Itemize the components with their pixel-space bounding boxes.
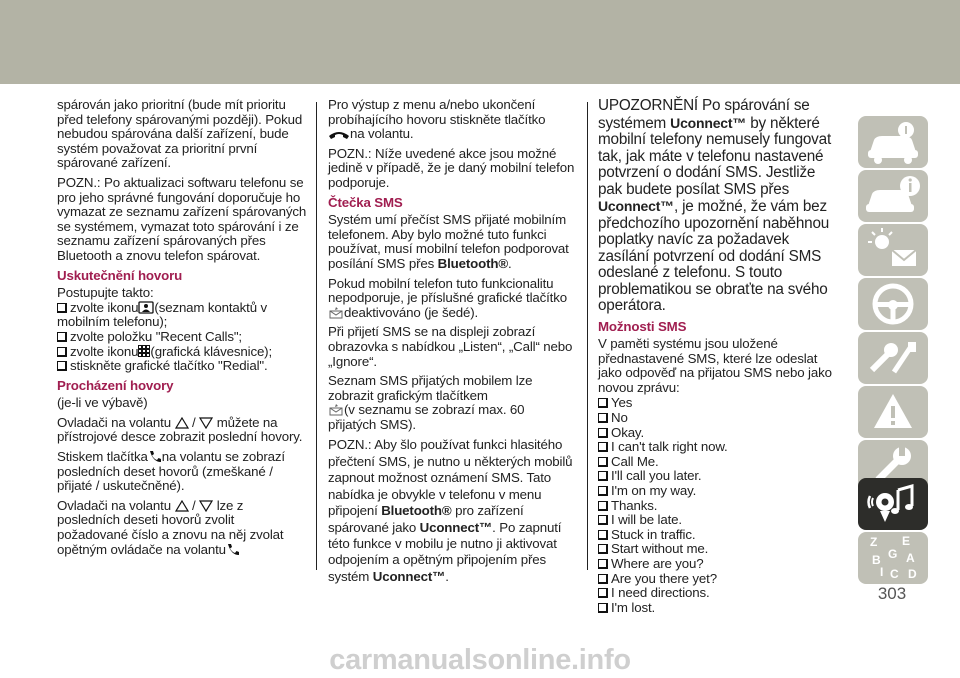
side-tab-emergency[interactable] (858, 386, 928, 438)
tools-icon (858, 332, 928, 384)
car-info-icon (858, 170, 928, 222)
bullet-icon (598, 574, 608, 584)
paragraph: Seznam SMS přijatých mobilem lze zobrazit grafickým tlačítkem (v seznamu se zobrazí max. 60 přijatých SMS). (328, 373, 533, 432)
side-tab-info[interactable] (858, 170, 928, 222)
sms-options-list (598, 396, 838, 615)
emergency-icon (858, 386, 928, 438)
section-heading: Procházení hovory (57, 377, 174, 393)
list-item: Are you there yet? (598, 572, 838, 587)
list-item: I can't talk right now. (598, 440, 838, 455)
bullet-icon (598, 501, 608, 511)
side-tab-safety[interactable] (858, 278, 928, 330)
sms-icon (328, 403, 344, 416)
section-heading: Uskutečnění hovoru (57, 267, 183, 283)
side-tab-start[interactable] (858, 332, 928, 384)
side-tab-multimedia[interactable] (858, 478, 928, 530)
paragraph: Při přijetí SMS se na displeji zobrazí obrazovka s nabídkou „Listen“, „Call“ nebo „Ignore“. (328, 324, 573, 369)
top-banner (0, 0, 960, 84)
list-item: Call Me. (598, 455, 838, 470)
side-tab-warnings[interactable] (858, 224, 928, 276)
paragraph: Ovladači na volantu / můžete na přístrojové desce zobrazit poslední hovory. (57, 414, 303, 445)
bullet-item: stiskněte grafické tlačítko "Redial". (57, 359, 307, 374)
phone-call-icon (148, 450, 162, 463)
bullet-icon (57, 347, 67, 357)
bullet-item: zvolte položku "Recent Calls"; (57, 330, 307, 345)
paragraph: Postupujte takto: zvolte ikonu (seznam kontaktů v mobilním telefonu); zvolte položku "Recent Calls"; zvolte ikonu (grafická klávesnice); stiskněte grafické tlačítko "Redial". (57, 286, 307, 374)
triangle-up-icon (175, 417, 189, 429)
svg-text:B: B (872, 553, 881, 567)
paragraph: Stiskem tlačítka na volantu se zobrazí posledních deset hovorů (zmeškané / přijaté / uskutečněné). (57, 449, 285, 494)
multimedia-icon (858, 478, 928, 530)
list-item: I will be late. (598, 513, 838, 528)
page-number: 303 (877, 584, 907, 603)
contacts-icon (138, 301, 154, 314)
bullet-icon (598, 486, 608, 496)
triangle-up-icon (175, 500, 189, 512)
paragraph: Pro výstup z menu a/nebo ukončení probíhajícího hovoru stiskněte tlačítko na volantu. (328, 97, 546, 142)
bullet-icon (57, 303, 67, 313)
keypad-icon (138, 345, 150, 358)
list-item: Okay. (598, 426, 838, 441)
list-item: Stuck in traffic. (598, 528, 838, 543)
car-icon (858, 116, 928, 168)
column-3 (598, 98, 838, 615)
bullet-icon (598, 515, 608, 525)
list-item: I'll call you later. (598, 469, 838, 484)
paragraph: POZN.: Aby šlo používat funkci hlasitého přečtení SMS, je nutno u některých mobilů zapnout možnost oznámení SMS. Tato nabídka je obvykle v telefonu v menu připojení Bluetooth® pro zařízení spárované jako Uconnect™. Po zapnutí této funkce v mobilu je nutno ji aktivovat odpojením a opětným připojením přes systém Uconnect™. (328, 437, 573, 584)
paragraph: (je-li ve výbavě) (57, 395, 148, 411)
column-divider (316, 102, 317, 570)
bullet-icon (57, 361, 67, 371)
bullet-icon (598, 442, 608, 452)
paragraph: spárován jako prioritní (bude mít prioritu před telefony spárovanými později). Pokud nebudou spárována další zařízení, bude systém považovat za prioritní první spárované zařízení. (57, 97, 303, 171)
column-divider (587, 102, 588, 570)
list-item: Where are you? (598, 557, 838, 572)
bullet-item: zvolte ikonu (grafická klávesnice); (57, 345, 307, 360)
side-tab-car[interactable] (858, 116, 928, 168)
list-item: I'm lost. (598, 601, 838, 616)
column-2 (328, 98, 576, 590)
svg-text:I: I (880, 565, 884, 579)
list-item: I'm on my way. (598, 484, 838, 499)
paragraph: Systém umí přečíst SMS přijaté mobilním telefonem. Aby bylo možné tuto funkci používat, musí mobilní telefon podporovat posílání SMS přes Bluetooth®. (328, 212, 569, 271)
bullet-icon (598, 457, 608, 467)
bullet-icon (598, 603, 608, 613)
bullet-icon (598, 544, 608, 554)
warning-lights-icon (858, 224, 928, 276)
hang-up-icon (328, 130, 350, 140)
paragraph: Pokud mobilní telefon tuto funkcionalitu nepodporuje, je příslušné grafické tlačítkodeaktivováno (je šedé). (328, 275, 567, 320)
list-item: No (598, 411, 838, 426)
sms-icon (328, 306, 344, 319)
triangle-down-icon (199, 500, 213, 512)
paragraph: POZN.: Níže uvedené akce jsou možné jedině v případě, že je daný mobilní telefon podporuje. (328, 145, 575, 190)
bullet-icon (598, 428, 608, 438)
watermark: carmanualsonline.info (0, 642, 960, 678)
paragraph: POZN.: Po aktualizaci softwaru telefonu se pro jeho správné fungování doporučuje ho vymazat ze seznamu zařízení spárovaných se systémem, vymazat toto spárování i ze seznamu zařízení spárovaných přes Bluetooth a znovu telefon spárovat. (57, 174, 307, 263)
bullet-icon (57, 332, 67, 342)
bullet-item: zvolte ikonu (seznam kontaktů v mobilním telefonu); (57, 299, 268, 330)
paragraph: V paměti systému jsou uložené přednastavené SMS, které lze odeslat jako odpověď na přijatou SMS nebo jako novou zprávu: (598, 336, 832, 395)
warning-box: UPOZORNĚNÍ Po spárování se systémem Uconnect™ by některé mobilní telefony nemusely fungovat tak, jak máte v telefonu nastavené potvrzení o dodání SMS. Jestliže pak budete posílat SMS přes Uconnect™, je možné, že vám bez předchozího upozornění naběhnou poplatky navíc za požadavek zasílání potvrzení od dodání SMS odeslané z telefonu. S touto problematikou se obraťte na svého operátora. (598, 97, 831, 314)
svg-text:E: E (902, 534, 911, 548)
list-item: Yes (598, 396, 838, 411)
list-item: Start without me. (598, 542, 838, 557)
steering-wheel-icon (858, 278, 928, 330)
list-item: Thanks. (598, 499, 838, 514)
bullet-icon (598, 559, 608, 569)
column-1 (57, 98, 307, 562)
alphabet-index-icon (858, 532, 928, 584)
side-tab-index[interactable] (858, 532, 928, 584)
section-heading: Čtečka SMS (328, 194, 403, 210)
list-item: I need directions. (598, 586, 838, 601)
paragraph: Ovladači na volantu / lze z posledních deseti hovorů zvolit požadované číslo a znovu na něj zvolat opětným ovládače na volantu (57, 497, 284, 557)
svg-text:G: G (888, 547, 898, 561)
svg-text:Z: Z (870, 535, 878, 549)
bullet-icon (598, 588, 608, 598)
bullet-icon (598, 398, 608, 408)
phone-call-icon (226, 543, 240, 556)
bullet-icon (598, 471, 608, 481)
triangle-down-icon (199, 417, 213, 429)
svg-text:D: D (908, 567, 917, 581)
bullet-icon (598, 413, 608, 423)
section-heading: Možnosti SMS (598, 318, 687, 334)
bullet-icon (598, 530, 608, 540)
svg-text:A: A (906, 551, 915, 565)
svg-text:C: C (890, 567, 899, 581)
